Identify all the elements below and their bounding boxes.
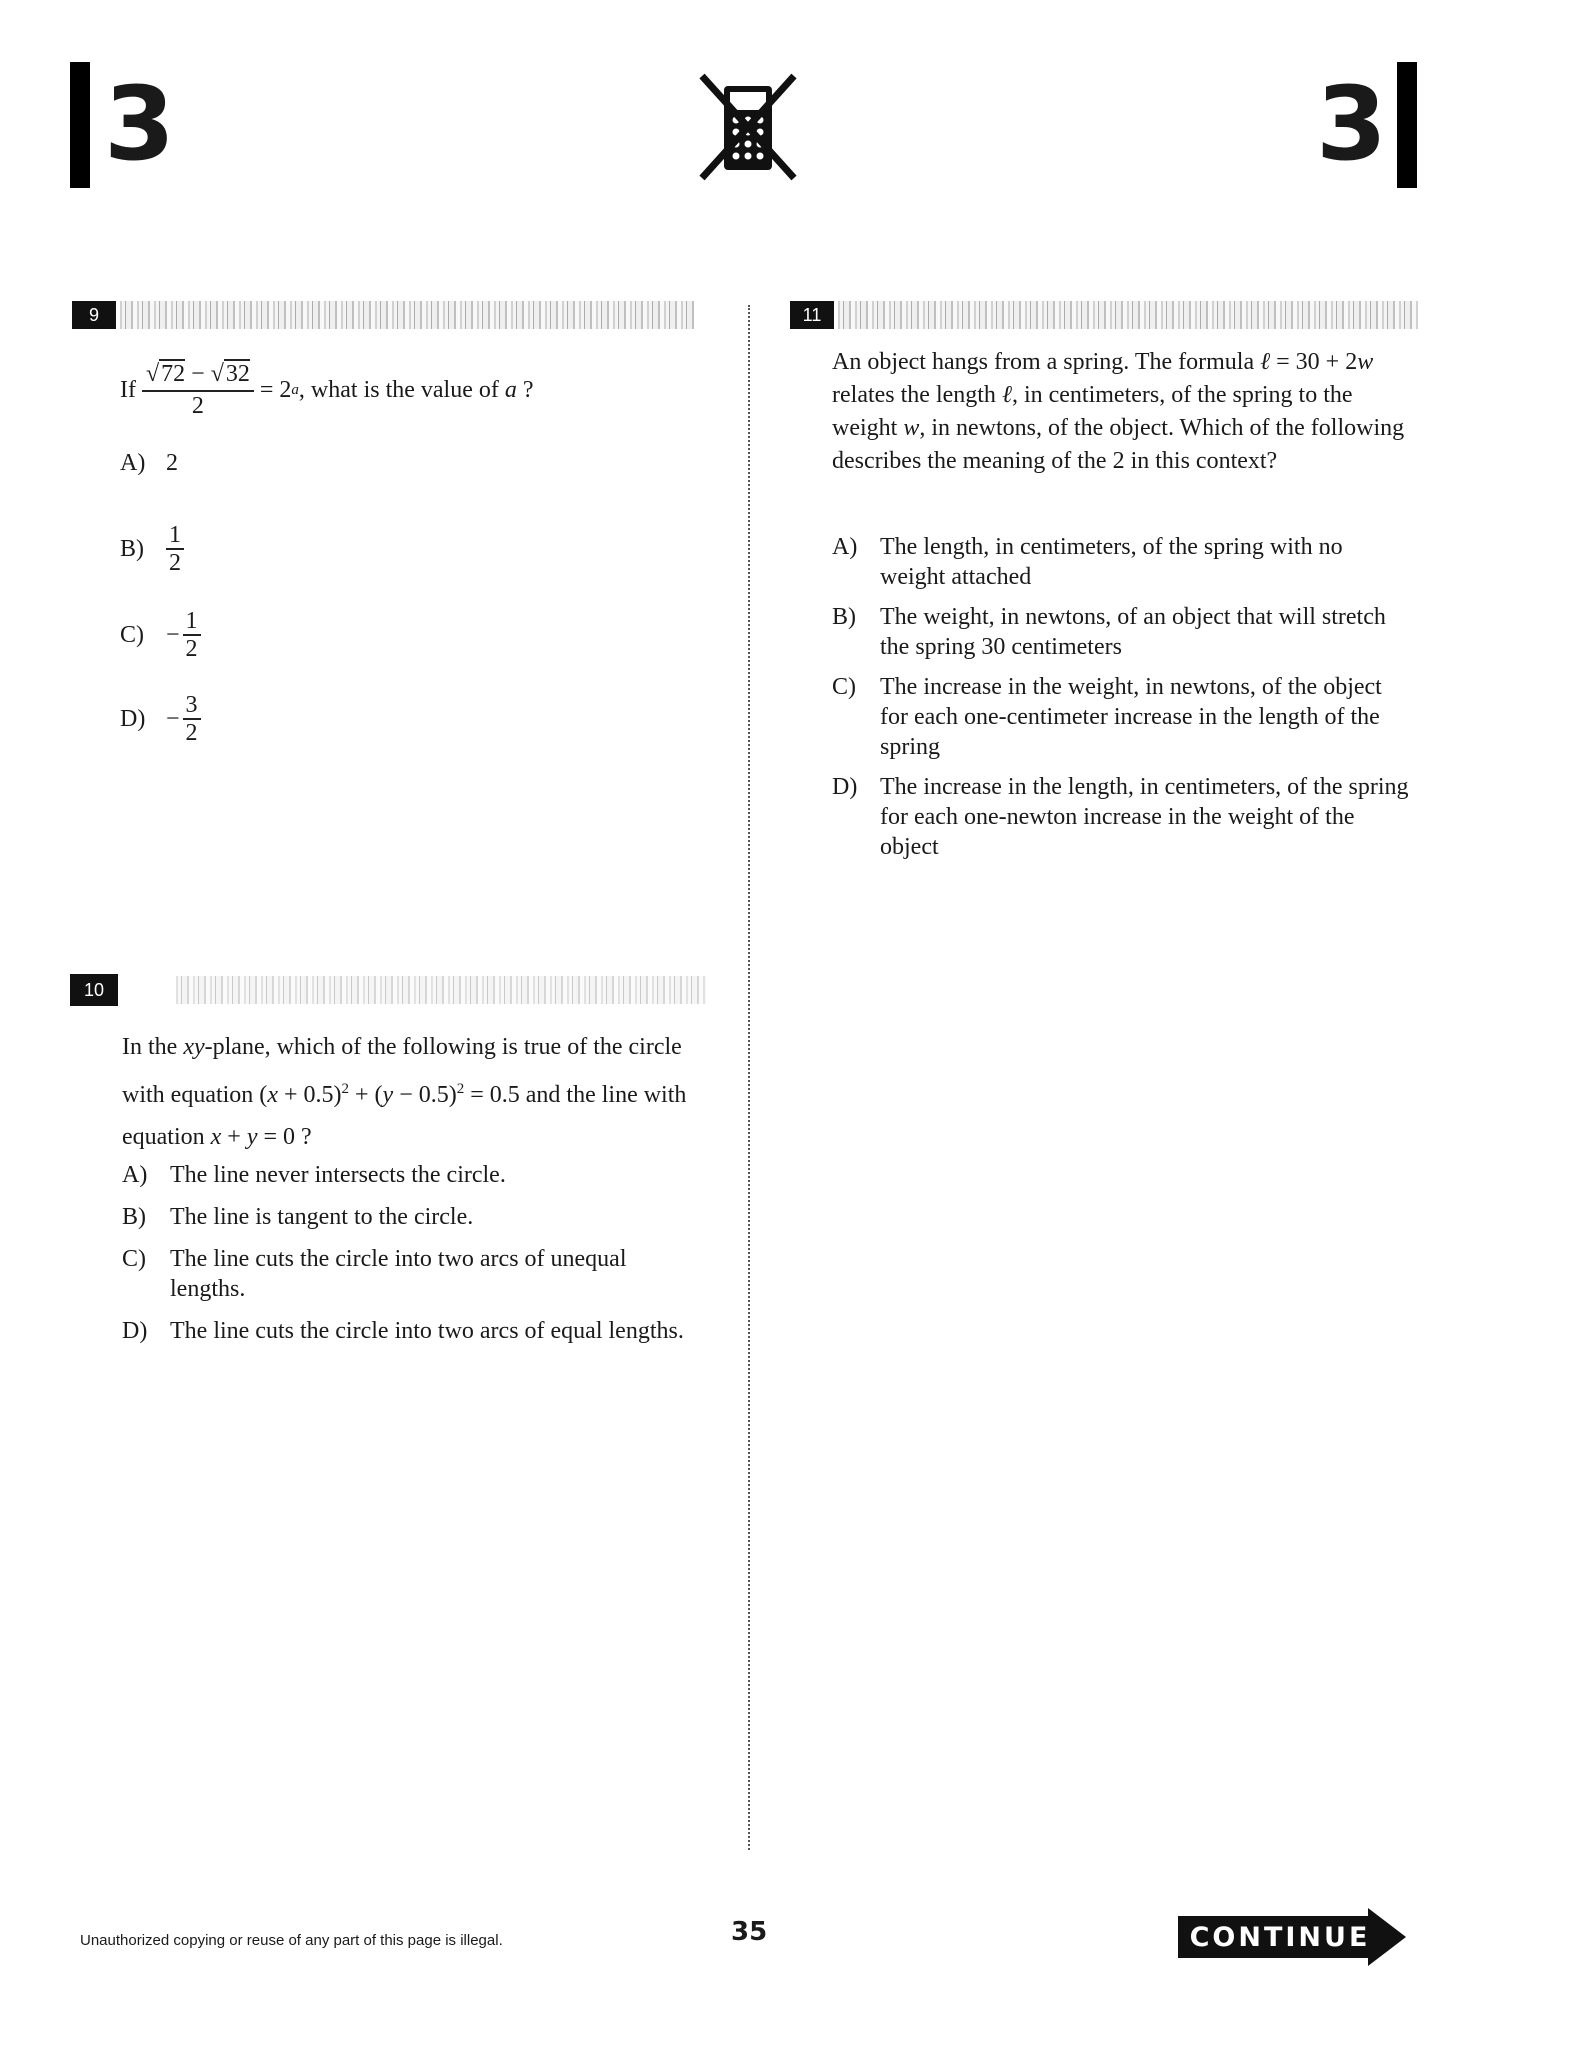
- q9-option-c-sign: −: [166, 621, 180, 648]
- q11-stem-var: ℓ: [1001, 382, 1012, 408]
- q9-variable: a: [504, 376, 517, 403]
- q10-stem-part: + (: [349, 1082, 383, 1108]
- q10-option-b[interactable]: [122, 1202, 702, 1232]
- q11-number: 11: [790, 301, 834, 329]
- q9-equals: = 2: [259, 376, 292, 403]
- q11-option-c[interactable]: [832, 672, 1412, 762]
- q9-stem-tail: , what is the value of: [298, 376, 499, 403]
- q9-option-b-numerator: 1: [166, 522, 184, 550]
- q10-option-a[interactable]: [122, 1160, 702, 1190]
- q10-stem-part: − 0.5): [393, 1082, 457, 1108]
- q9-option-d-fraction: [183, 692, 201, 746]
- q9-header: [72, 301, 694, 329]
- section-bar-right: [1397, 62, 1417, 188]
- section-number-left: [70, 62, 173, 188]
- page-number: 35: [731, 1917, 768, 1947]
- copyright-notice: Unauthorized copying or reuse of any part of this page is illegal.: [80, 1932, 503, 1949]
- q11-stem-var: ℓ: [1260, 349, 1271, 375]
- q10-stem-part: -plane, which of the following is true of the circle with equation (: [122, 1034, 682, 1108]
- q9-number: 9: [72, 301, 116, 329]
- section-bar-left: [70, 62, 90, 188]
- q10-stem-part: = 0 ?: [257, 1124, 312, 1150]
- q9-option-d-label: D): [120, 705, 146, 732]
- q11-option-a[interactable]: [832, 532, 1412, 592]
- section-number-left-text: 3: [104, 65, 173, 184]
- q10-option-d-label: D): [122, 1318, 148, 1344]
- q9-option-a-label: A): [120, 450, 146, 476]
- q9-option-b-label: B): [120, 535, 144, 562]
- column-divider: [748, 305, 750, 1850]
- q10-stem-part: +: [221, 1124, 247, 1150]
- q11-options: [832, 532, 1412, 874]
- q9-option-c-denominator: 2: [185, 636, 198, 662]
- q10-stem-var: x: [267, 1082, 278, 1108]
- q10-options: [122, 1160, 702, 1358]
- section-number-right: [1316, 62, 1417, 188]
- q10-option-a-text: The line never intersects the circle.: [170, 1162, 506, 1188]
- q10-stem-exponent: 2: [456, 1081, 465, 1097]
- no-calculator-icon: [696, 72, 800, 182]
- q10-stem: [122, 1026, 702, 1158]
- q11-option-a-text: The length, in centimeters, of the spring with no weight attached: [880, 534, 1343, 590]
- q11-option-b-label: B): [832, 604, 856, 630]
- q10-stem-part: In the: [122, 1034, 178, 1060]
- q11-option-b[interactable]: [832, 602, 1412, 662]
- q9-fraction: [142, 360, 254, 420]
- q9-option-c-fraction: [183, 608, 201, 662]
- q11-stem-part: , in newtons, of the object. Which of the following describes the meaning of the 2 in this context?: [832, 415, 1405, 474]
- q10-stem-var: xy: [183, 1034, 205, 1060]
- q9-option-d-sign: −: [166, 705, 180, 732]
- q10-stem-var: y: [382, 1082, 394, 1108]
- q11-option-d-text: The increase in the length, in centimeters, of the spring for each one-newton increase in the weight of the object: [880, 774, 1409, 860]
- q9-numerator: √72 − √32: [142, 360, 254, 392]
- q10-stem-part: = 0.5 and the line with equation: [122, 1082, 687, 1150]
- q11-option-a-label: A): [832, 534, 858, 560]
- q10-option-b-label: B): [122, 1204, 146, 1230]
- q9-exponent: a: [291, 381, 299, 398]
- q10-number: 10: [72, 976, 116, 1004]
- q9-option-a-value: 2: [166, 450, 178, 476]
- q9-option-c[interactable]: [120, 608, 201, 662]
- q11-header: [790, 301, 1418, 329]
- q11-option-c-label: C): [832, 674, 856, 700]
- q9-option-b-fraction: [166, 522, 184, 576]
- q9-radical1: 72: [161, 361, 186, 387]
- q9-option-c-label: C): [120, 621, 144, 648]
- q11-stem-part: , in centimeters, of the spring to the weight: [832, 382, 1353, 441]
- q9-if: If: [120, 376, 136, 403]
- q9-option-c-numerator: 1: [183, 608, 201, 636]
- q10-option-c[interactable]: [122, 1244, 702, 1304]
- q9-option-d[interactable]: [120, 692, 201, 746]
- q10-header: [72, 976, 706, 1004]
- q9-radical2: 32: [225, 361, 250, 387]
- q11-option-b-text: The weight, in newtons, of an object that will stretch the spring 30 centimeters: [880, 604, 1386, 660]
- q10-header-bar: [176, 976, 706, 1004]
- q9-option-b[interactable]: [120, 522, 184, 576]
- q10-stem-part: + 0.5): [277, 1082, 342, 1108]
- section-number-right-text: 3: [1316, 65, 1385, 184]
- q10-option-d-text: The line cuts the circle into two arcs of equal lengths.: [170, 1318, 684, 1344]
- q10-option-d[interactable]: [122, 1316, 702, 1346]
- q9-denominator: 2: [191, 393, 204, 419]
- q9-option-d-denominator: 2: [185, 720, 198, 746]
- q11-option-d-label: D): [832, 774, 858, 800]
- q10-stem-var: y: [246, 1124, 258, 1150]
- q9-stem: [120, 360, 534, 420]
- q11-stem-var: w: [1357, 349, 1374, 375]
- q11-stem-var: w: [903, 415, 920, 441]
- continue-label: CONTINUE: [1189, 1921, 1371, 1953]
- q11-stem: [832, 346, 1412, 478]
- q9-option-d-numerator: 3: [183, 692, 201, 720]
- q11-stem-part: relates the length: [832, 382, 996, 408]
- q11-header-bar: [838, 301, 1418, 329]
- q10-option-c-label: C): [122, 1246, 146, 1272]
- q11-option-d[interactable]: [832, 772, 1412, 862]
- q10-stem-exponent: 2: [341, 1081, 349, 1097]
- q9-header-bar: [120, 301, 694, 329]
- q10-option-c-text: The line cuts the circle into two arcs of unequal lengths.: [170, 1246, 627, 1302]
- q10-stem-var: x: [210, 1124, 222, 1150]
- q11-option-c-text: The increase in the weight, in newtons, of the object for each one-centimeter increase in the length of the spring: [880, 674, 1382, 760]
- q9-question-mark: ?: [522, 376, 534, 403]
- q11-stem-part: An object hangs from a spring. The formula: [832, 349, 1255, 375]
- q11-stem-part: = 30 + 2: [1270, 349, 1358, 375]
- q9-option-a[interactable]: [120, 450, 178, 477]
- q10-option-b-text: The line is tangent to the circle.: [170, 1204, 474, 1230]
- q9-minus: −: [191, 361, 205, 387]
- q9-option-b-denominator: 2: [169, 550, 181, 576]
- q10-option-a-label: A): [122, 1162, 148, 1188]
